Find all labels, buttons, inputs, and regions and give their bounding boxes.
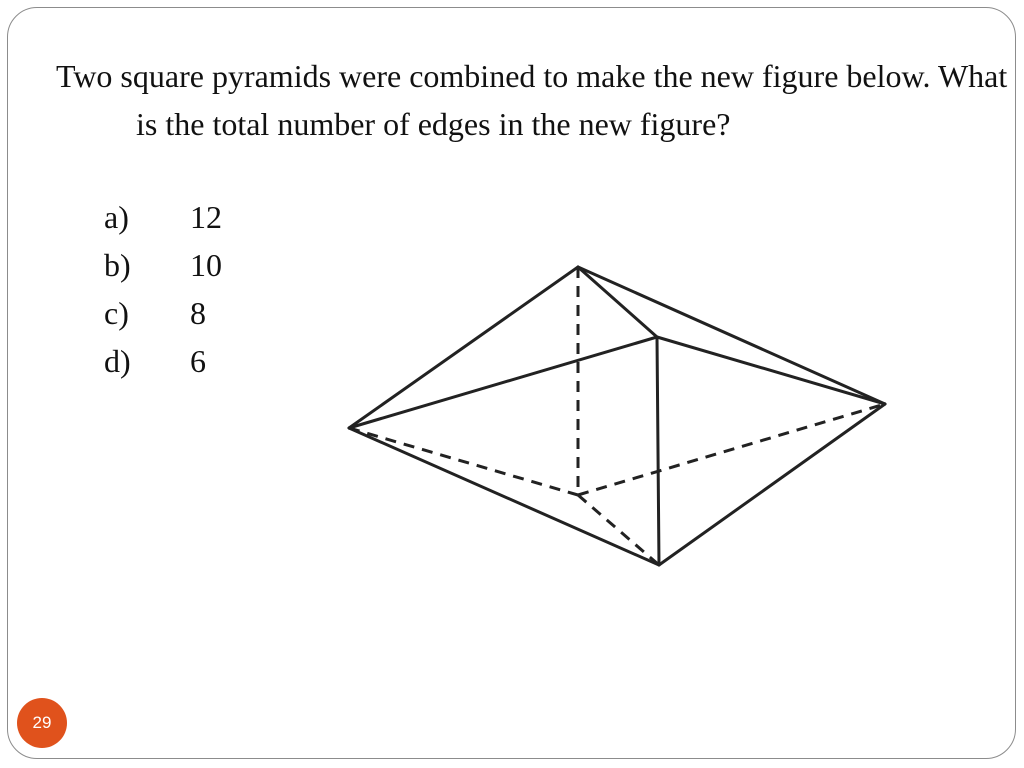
option-b xyxy=(104,241,222,289)
option-value: 12 xyxy=(190,199,222,235)
option-letter: c) xyxy=(104,295,129,331)
option-c xyxy=(104,289,222,337)
option-value: 8 xyxy=(190,295,206,331)
option-a xyxy=(104,193,222,241)
option-letter: b) xyxy=(104,247,131,283)
option-value: 10 xyxy=(190,247,222,283)
option-value: 6 xyxy=(190,343,206,379)
option-d xyxy=(104,337,222,385)
option-letter: d) xyxy=(104,343,131,379)
option-letter: a) xyxy=(104,199,129,235)
page-number-badge: 29 xyxy=(17,698,67,748)
question-text: Two square pyramids were combined to make the new figure below. What is the total number of edges in the new figure? xyxy=(56,58,1008,142)
answer-options xyxy=(104,193,222,385)
